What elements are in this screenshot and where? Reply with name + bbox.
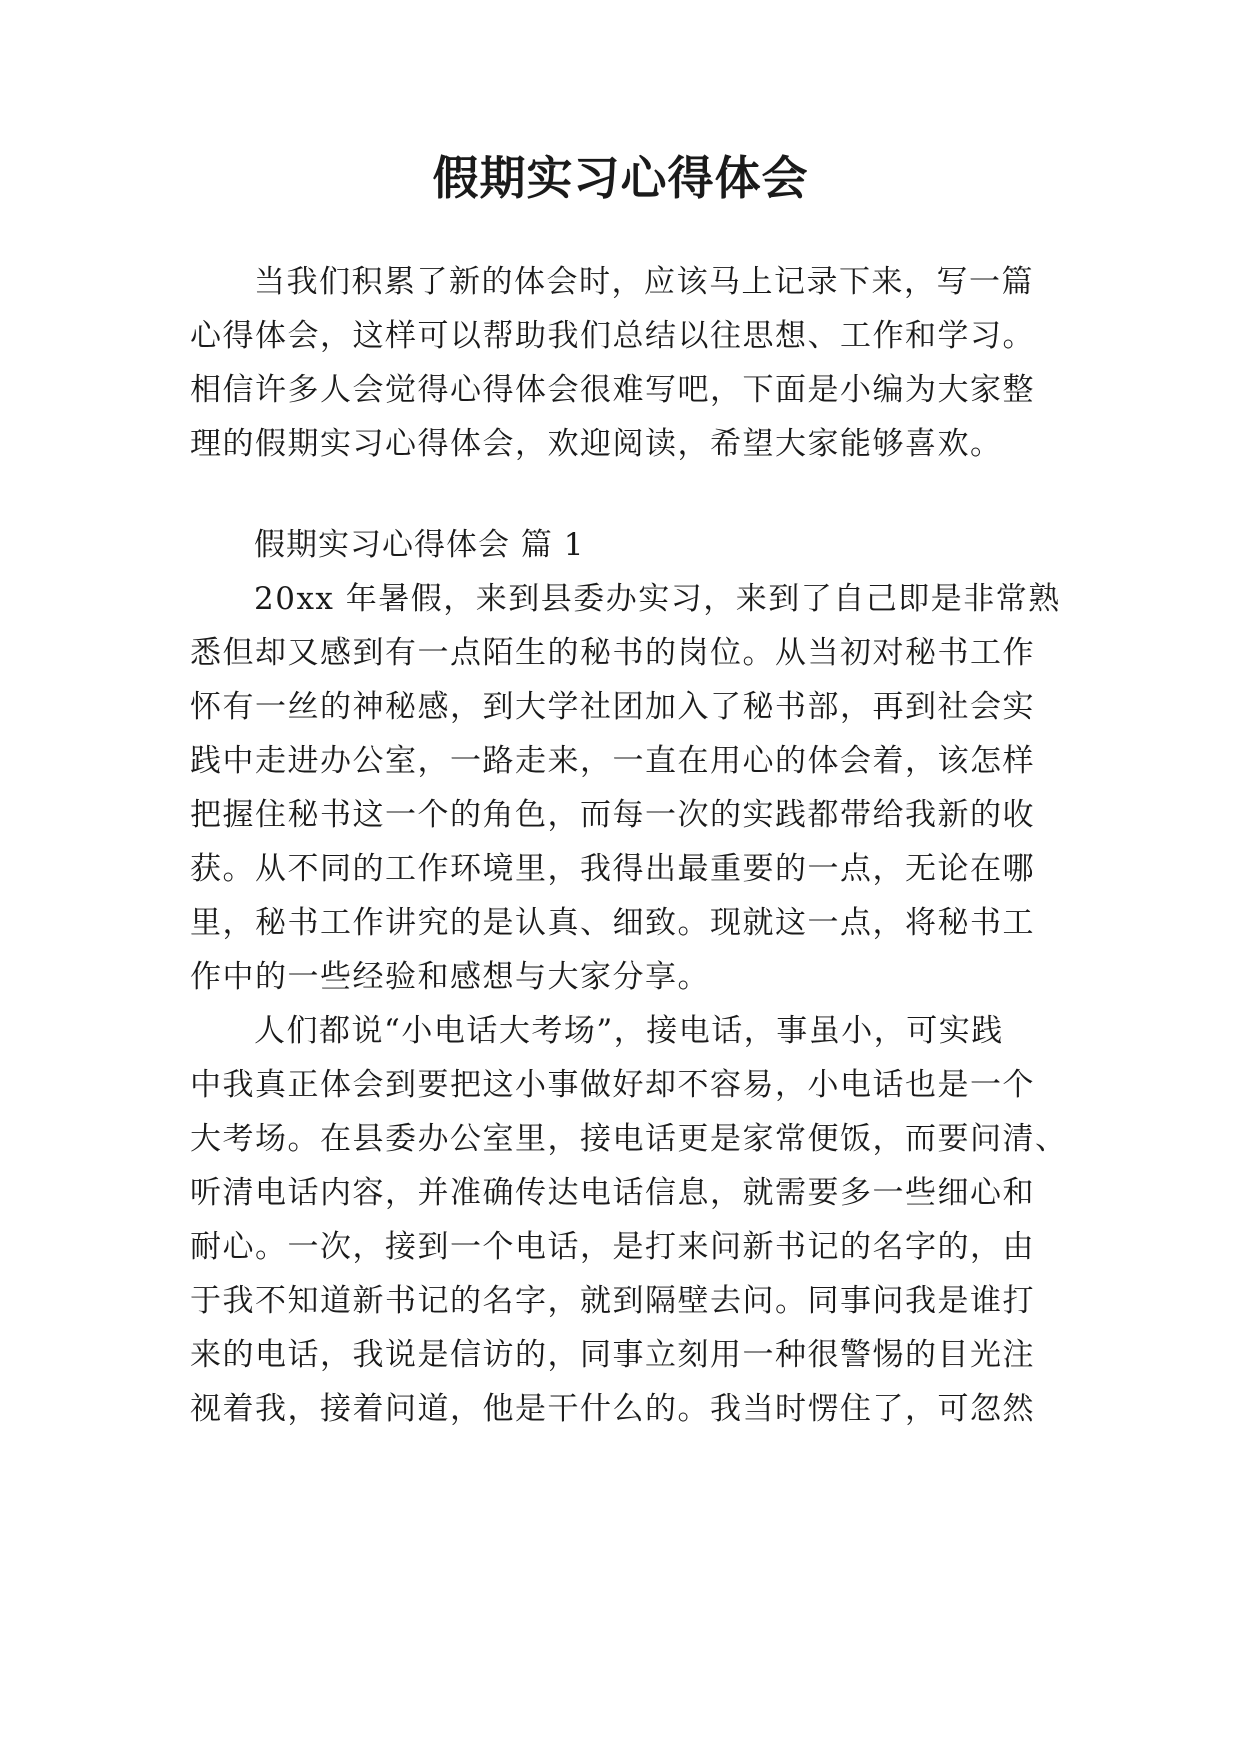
- paragraph-line: 获。从不同的工作环境里，我得出最重要的一点，无论在哪: [190, 851, 1035, 887]
- paragraph-line: 大考场。在县委办公室里，接电话更是家常便饭，而要问清、: [190, 1121, 1068, 1157]
- intro-line: 当我们积累了新的体会时，应该马上记录下来，写一篇: [254, 264, 1034, 300]
- intro-line: 心得体会，这样可以帮助我们总结以往思想、工作和学习。: [190, 318, 1035, 354]
- paragraph-line: 于我不知道新书记的名字，就到隔壁去问。同事问我是谁打: [190, 1283, 1035, 1319]
- intro-line: 理的假期实习心得体会，欢迎阅读，希望大家能够喜欢。: [190, 426, 1003, 462]
- intro-line: 相信许多人会觉得心得体会很难写吧，下面是小编为大家整: [190, 372, 1035, 408]
- paragraph-line: 里，秘书工作讲究的是认真、细致。现就这一点，将秘书工: [190, 905, 1035, 941]
- paragraph-line: 作中的一些经验和感想与大家分享。: [190, 959, 710, 995]
- paragraph-line: 中我真正体会到要把这小事做好却不容易，小电话也是一个: [190, 1067, 1035, 1103]
- paragraph-line: 人们都说“小电话大考场”，接电话，事虽小，可实践: [254, 1013, 1004, 1049]
- paragraph-line: 怀有一丝的神秘感，到大学社团加入了秘书部，再到社会实: [190, 689, 1035, 725]
- document-title: 假期实习心得体会: [432, 151, 809, 205]
- paragraph-line: 践中走进办公室，一路走来，一直在用心的体会着，该怎样: [190, 743, 1035, 779]
- paragraph-line: 来的电话，我说是信访的，同事立刻用一种很警惕的目光注: [190, 1337, 1035, 1373]
- paragraph-line: 20xx 年暑假，来到县委办实习，来到了自己即是非常熟: [254, 581, 1061, 617]
- paragraph-line: 听清电话内容，并准确传达电话信息，就需要多一些细心和: [190, 1175, 1035, 1211]
- paragraph-line: 耐心。一次，接到一个电话，是打来问新书记的名字的，由: [190, 1229, 1035, 1265]
- paragraph-line: 视着我，接着问道，他是干什么的。我当时愣住了，可忽然: [190, 1391, 1035, 1427]
- paragraph-line: 悉但却又感到有一点陌生的秘书的岗位。从当初对秘书工作: [190, 635, 1035, 671]
- section-heading: 假期实习心得体会 篇 1: [254, 527, 585, 563]
- paragraph-line: 把握住秘书这一个的角色，而每一次的实践都带给我新的收: [190, 797, 1035, 833]
